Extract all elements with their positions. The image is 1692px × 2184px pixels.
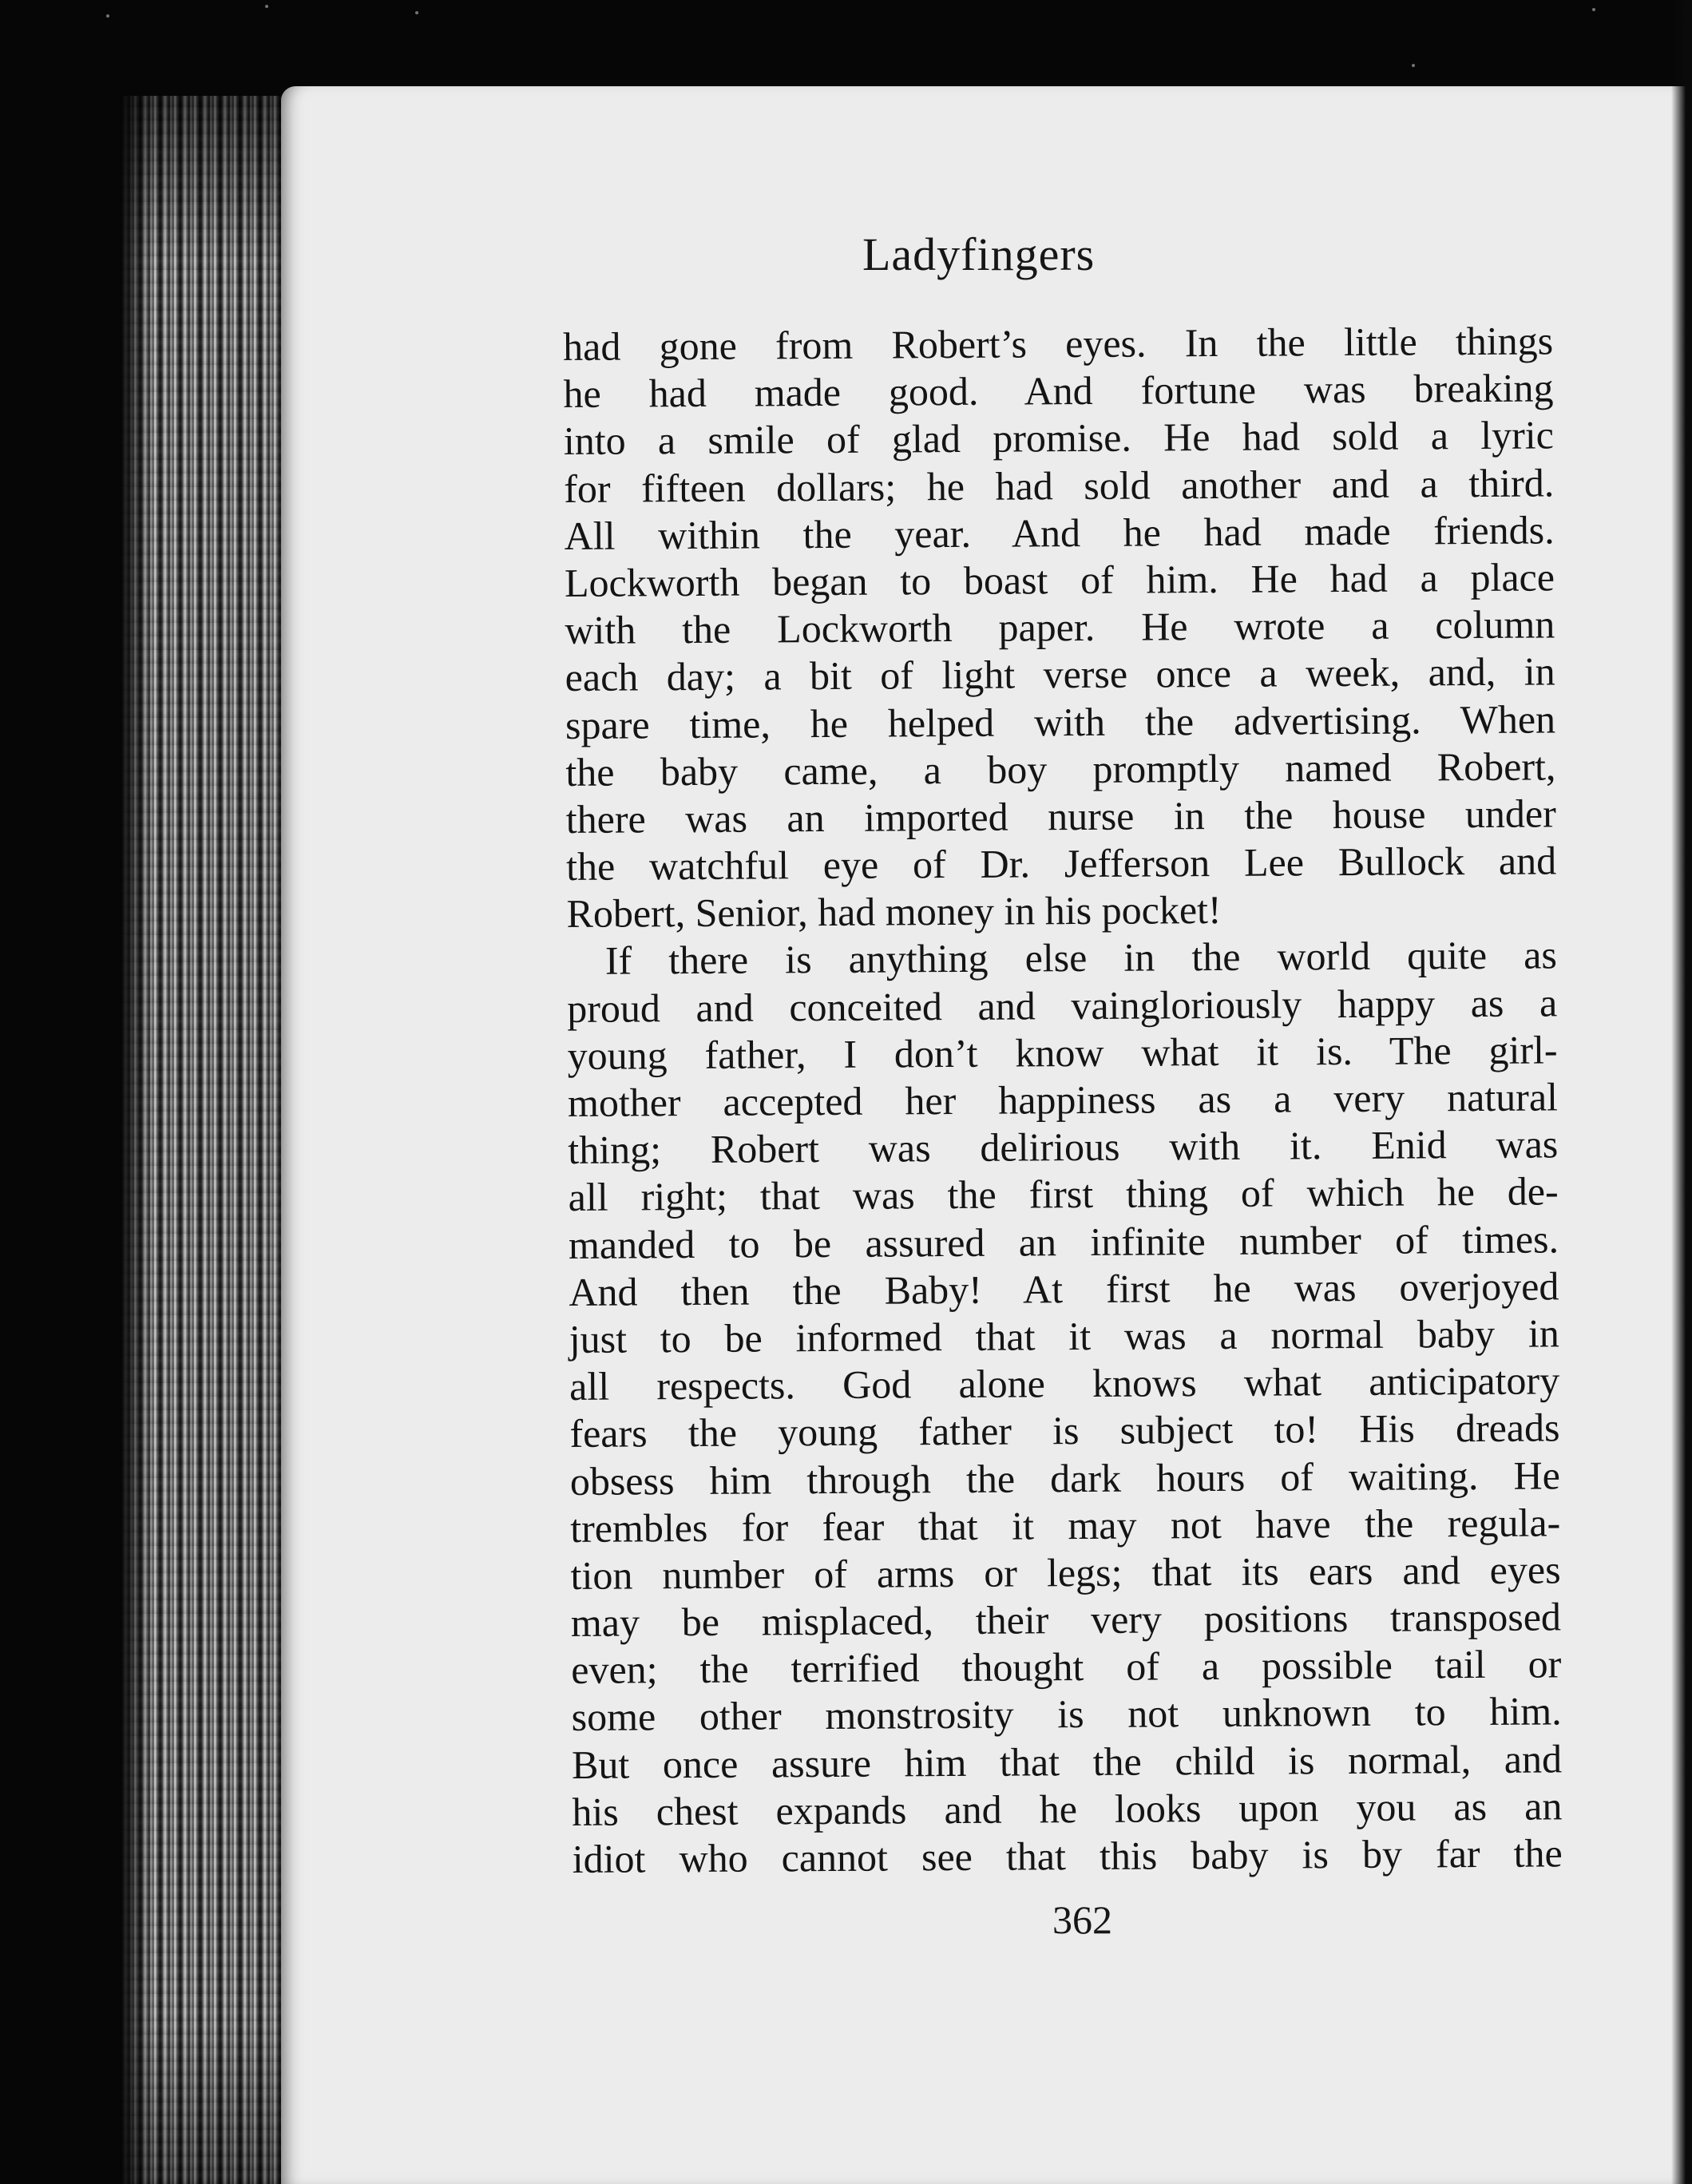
scan-speck: [1412, 64, 1415, 67]
scan-speck: [415, 11, 418, 14]
text-line: thing; Robert was delirious with it. Enid was: [568, 1121, 1559, 1173]
text-line: If there is anything else in the world quite as: [604, 932, 1558, 984]
text-line: the watchful eye of Dr. Jefferson Lee Bullock and: [565, 838, 1557, 890]
text-line: trembles for fear that it may not have the regula-: [570, 1500, 1561, 1551]
text-line: tion number of arms or legs; that its ears and eyes: [570, 1547, 1561, 1598]
text-line: Robert, Senior, had money in his pocket!: [566, 887, 1222, 937]
text-line: All within the year. And he had made friends.: [564, 507, 1555, 558]
text-line: had gone from Robert’s eyes. In the little things: [563, 318, 1554, 369]
text-line: his chest expands and he looks upon you as an: [572, 1783, 1563, 1834]
scan-right-edge-shadow: [1671, 0, 1692, 2184]
text-line: each day; a bit of light verse once a week, and, in: [565, 648, 1555, 700]
text-line: young father, I don’t know what it is. The girl-: [567, 1027, 1558, 1078]
text-line: the baby came, a boy promptly named Robert,: [565, 743, 1556, 795]
scan-speck: [1592, 8, 1595, 11]
text-line: Lockworth began to boast of him. He had a place: [564, 554, 1555, 605]
text-line: even; the terrified thought of a possible tail or: [571, 1641, 1562, 1693]
text-line: obsess him through the dark hours of waiting. He: [569, 1452, 1561, 1504]
text-line: there was an imported nurse in the house under: [565, 791, 1556, 842]
scan-speck: [106, 14, 109, 18]
text-line: may be misplaced, their very positions transposed: [570, 1594, 1562, 1646]
text-line: for fifteen dollars; he had sold another and a third.: [564, 459, 1555, 511]
text-line: manded to be assured an infinite number of times.: [568, 1215, 1559, 1267]
text-line: And then the Baby! At first he was overjoyed: [569, 1263, 1559, 1314]
text-line: all respects. God alone knows what anticipatory: [569, 1358, 1560, 1409]
text-line: all right; that was the first thing of which he de-: [568, 1168, 1559, 1220]
scan-speck: [265, 5, 268, 8]
body-text: [563, 317, 1563, 1883]
text-line: idiot who cannot see that this baby is by far the: [572, 1830, 1563, 1881]
text-line: fears the young father is subject to! His dreads: [569, 1405, 1560, 1457]
text-line: with the Lockworth paper. He wrote a column: [565, 601, 1555, 653]
text-line: spare time, he helped with the advertising. When: [565, 696, 1556, 747]
page-number: 362: [1052, 1897, 1112, 1942]
spine-shadow: [120, 96, 152, 2184]
running-title: Ladyfingers: [862, 228, 1096, 280]
text-line: he had made good. And fortune was breaking: [563, 365, 1554, 417]
text-line: proud and conceited and vaingloriously happy as a: [567, 980, 1558, 1031]
text-line: But once assure him that the child is normal, and: [571, 1736, 1563, 1787]
text-line: just to be informed that it was a normal baby in: [569, 1310, 1559, 1362]
text-line: into a smile of glad promise. He had sold a lyric: [563, 412, 1555, 464]
text-line: mother accepted her happiness as a very natural: [567, 1074, 1559, 1125]
text-line: some other monstrosity is not unknown to him.: [571, 1688, 1562, 1740]
